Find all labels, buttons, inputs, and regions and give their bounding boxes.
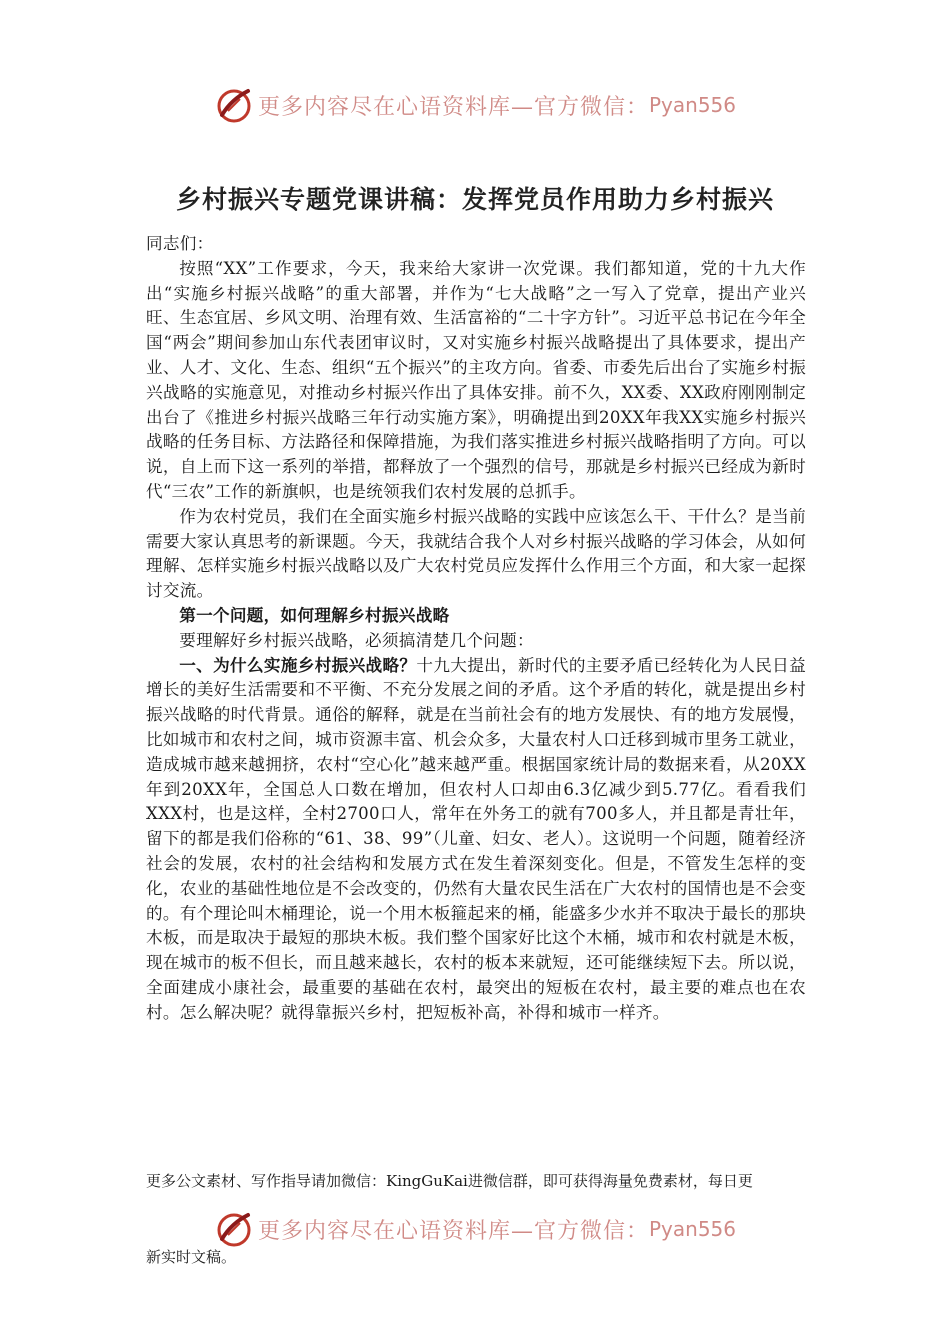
- watermark-wechat-id: Pyan556: [649, 93, 737, 117]
- footer-promo-line-1: 更多公文素材、写作指导请加微信：KingGuKai进微信群，即可获得海量免费素材，每日更: [146, 1172, 753, 1190]
- salutation: 同志们：: [146, 234, 214, 253]
- document-body: [146, 232, 806, 1026]
- red-brush-logo-icon: [214, 1209, 254, 1249]
- paragraph-2: 作为农村党员，我们在全面实施乡村振兴战略的实践中应该怎么干、干什么？是当前需要大家认真思考的新课题。今天，我就结合我个人对乡村振兴战略的学习体会，从如何理解、怎样实施乡村振兴战略以及广大农村党员应发挥什么作用三个方面，和大家一起探讨交流。: [146, 506, 806, 601]
- paragraph-3: 要理解好乡村振兴战略，必须搞清楚几个问题：: [179, 630, 534, 650]
- watermark-banner-top: [0, 82, 950, 128]
- paragraph-4: [146, 654, 806, 1026]
- document-title: 乡村振兴专题党课讲稿：发挥党员作用助力乡村振兴: [175, 185, 774, 214]
- subsection-heading-1: 一、为什么实施乡村振兴战略？: [179, 655, 417, 675]
- paragraph-1: 按照“XX”工作要求，今天，我来给大家讲一次党课。我们都知道，党的十九大作出“实施乡村振兴战略”的重大部署，并作为“七大战略”之一写入了党章，提出产业兴旺、生态宜居、乡风文明、治理有效、生活富裕的“二十字方针”。习近平总书记在今年全国“两会”期间参加山东代表团审议时，又对实施乡村振兴战略提出了具体要求，提出产业、人才、文化、生态、组织“五个振兴”的主攻方向。省委、市委先后出台了实施乡村振兴战略的实施意见，对推动乡村振兴作出了具体安排。前不久，XX委、XX政府刚刚制定出台了《推进乡村振兴战略三年行动实施方案》，明确提出到20XX年我XX实施乡村振兴战略的任务目标、方法路径和保障措施，为我们落实推进乡村振兴战略指明了方向。可以说，自上而下这一系列的举措，都释放了一个强烈的信号，那就是乡村振兴已经成为新时代“三农”工作的新旗帜，也是统领我们农村发展的总抓手。: [146, 258, 806, 501]
- watermark-text: 更多内容尽在心语资料库—官方微信：: [257, 94, 649, 120]
- footer-promo-line-2: 新实时文稿。: [146, 1248, 237, 1266]
- watermark-text: 更多内容尽在心语资料库—官方微信：: [257, 1218, 649, 1244]
- red-brush-logo-icon: [214, 85, 254, 125]
- paragraph-4-text: 十九大提出，新时代的主要矛盾已经转化为人民日益增长的美好生活需要和不平衡、不充分发展之间的矛盾。这个矛盾的转化，就是提出乡村振兴战略的时代背景。通俗的解释，就是在当前社会有的地方发展快、有的地方发展慢，比如城市和农村之间，城市资源丰富、机会众多，大量农村人口迁移到城市里务工就业，造成城市越来越拥挤，农村“空心化”越来越严重。根据国家统计局的数据来看，从20XX年到20XX年，全国总人口数在增加，但农村人口却由6.3亿减少到5.77亿。看看我们XXX村，也是这样，全村2700口人，常年在外务工的就有700多人，并且都是青壮年，留下的都是我们俗称的“61、38、99”（儿童、妇女、老人）。这说明一个问题，随着经济社会的发展，农村的社会结构和发展方式在发生着深刻变化。但是，不管发生怎样的变化，农业的基础性地位是不会改变的，仍然有大量农民生活在广大农村的国情也是不会变的。有个理论叫木桶理论，说一个用木板箍起来的桶，能盛多少水并不取决于最长的那块木板，而是取决于最短的那块木板。我们整个国家好比这个木桶，城市和农村就是木板，现在城市的板不但长，而且越来越长，农村的板本来就短，还可能继续短下去。所以说，全面建成小康社会，最重要的基础在农村，最突出的短板在农村，最主要的难点也在农村。怎么解决呢？就得靠振兴乡村，把短板补高，补得和城市一样齐。: [146, 655, 806, 1022]
- section-heading-1: 第一个问题，如何理解乡村振兴战略: [179, 605, 450, 625]
- watermark-wechat-id: Pyan556: [649, 1217, 737, 1241]
